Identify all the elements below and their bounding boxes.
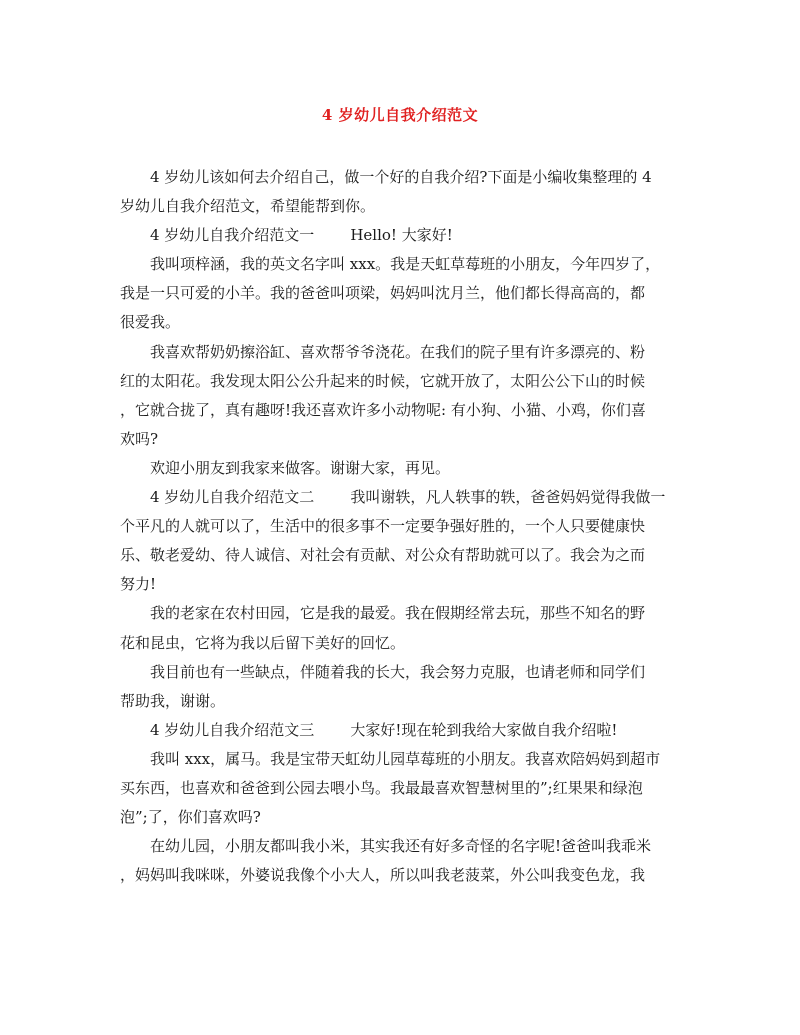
section-heading-line [120, 483, 682, 512]
paragraph-line: 乐、敬老爱幼、待人诚信、对社会有贡献、对公众有帮助就可以了。我会为之而 [120, 546, 646, 565]
paragraph-line: 4 岁幼儿该如何去介绍自己，做一个好的自我介绍?下面是小编收集整理的 4 [150, 168, 652, 186]
section-heading: 4 岁幼儿自我介绍范文二 [150, 488, 315, 507]
paragraph-line: 欢吗? [120, 429, 159, 448]
paragraph-line: 在幼儿园，小朋友都叫我小米，其实我还有好多奇怪的名字呢!爸爸叫我乖米 [150, 837, 652, 856]
document-title: 4 岁幼儿自我介绍范文 [321, 106, 479, 124]
section-heading-line [120, 716, 682, 745]
paragraph-text: 我叫谢轶，凡人轶事的轶，爸爸妈妈觉得我做一 [350, 488, 666, 507]
paragraph-text: Hello! 大家好! [350, 226, 453, 245]
paragraph-line: ，妈妈叫我咪咪，外婆说我像个小大人，所以叫我老菠菜，外公叫我变色龙，我 [120, 866, 646, 885]
section-heading: 4 岁幼儿自我介绍范文三 [150, 720, 315, 739]
paragraph-line: 努力! [120, 575, 157, 594]
paragraph-line: 买东西，也喜欢和爸爸到公园去喂小鸟。我最最喜欢智慧树里的”;红果果和绿泡 [120, 778, 643, 797]
paragraph-line: 我叫 xxx，属马。我是宝带天虹幼儿园草莓班的小朋友。我喜欢陪妈妈到超市 [150, 749, 661, 768]
section-heading-line [120, 221, 682, 250]
paragraph-line: 帮助我，谢谢。 [120, 691, 226, 710]
section-heading: 4 岁幼儿自我介绍范文一 [150, 226, 315, 245]
paragraph-line: 很爱我。 [120, 313, 181, 332]
paragraph-line: 个平凡的人就可以了，生活中的很多事不一定要争强好胜的，一个人只要健康快 [120, 517, 646, 536]
paragraph-line: 岁幼儿自我介绍范文，希望能帮到你。 [120, 197, 376, 216]
paragraph-line: 我喜欢帮奶奶擦浴缸、喜欢帮爷爷浇花。在我们的院子里有许多漂亮的、粉 [150, 342, 646, 361]
paragraph-line: 我的老家在农村田园，它是我的最爱。我在假期经常去玩，那些不知名的野 [150, 604, 646, 623]
paragraph-line: 泡”;了，你们喜欢吗? [120, 808, 261, 827]
paragraph-line: 红的太阳花。我发现太阳公公升起来的时候，它就开放了，太阳公公下山的时候 [120, 371, 646, 390]
document-body [120, 163, 682, 890]
paragraph-line: 花和昆虫，它将为我以后留下美好的回忆。 [120, 633, 406, 652]
paragraph-text: 大家好!现在轮到我给大家做自我介绍啦! [350, 720, 618, 739]
paragraph-line: 我是一只可爱的小羊。我的爸爸叫项梁，妈妈叫沈月兰，他们都长得高高的，都 [120, 284, 646, 303]
paragraph-line: ，它就合拢了，真有趣呀!我还喜欢许多小动物呢: 有小狗、小猫、小鸡，你们喜 [120, 400, 646, 419]
paragraph-line: 我目前也有一些缺点，伴随着我的长大，我会努力克服，也请老师和同学们 [150, 662, 646, 681]
paragraph-line: 我叫项梓涵，我的英文名字叫 xxx。我是天虹草莓班的小朋友，今年四岁了， [150, 255, 661, 274]
paragraph-line: 欢迎小朋友到我家来做客。谢谢大家，再见。 [150, 458, 451, 477]
